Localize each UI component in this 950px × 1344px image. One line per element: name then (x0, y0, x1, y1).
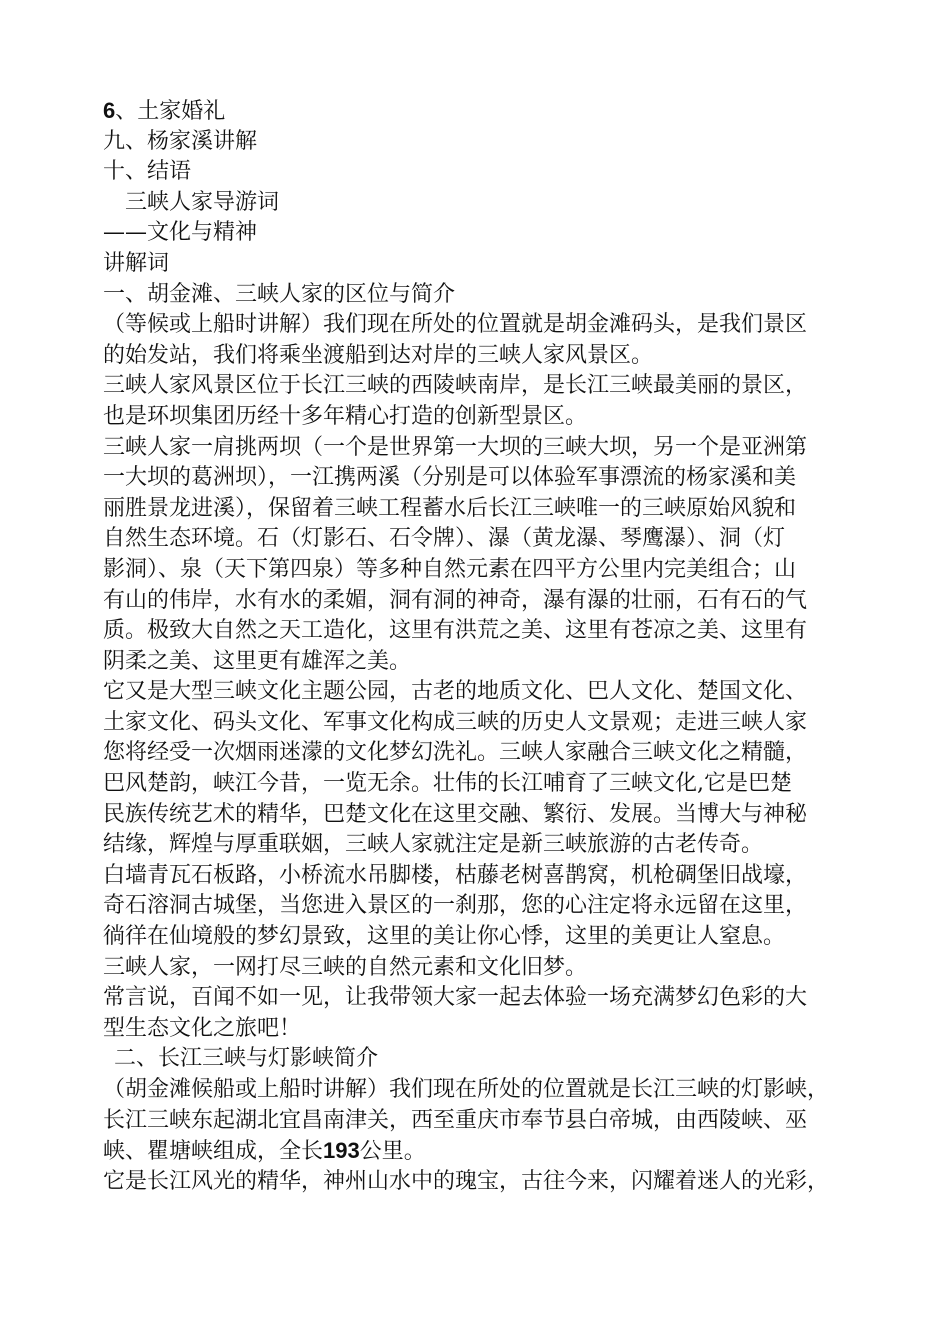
paragraph-line: 三峡人家一肩挑两坝（一个是世界第一大坝的三峡大坝，另一个是亚洲第 (103, 434, 808, 460)
paragraph-line: 也是环坝集团历经十多年精心打造的创新型景区。 (103, 403, 588, 429)
section-1-heading: 一、胡金滩、三峡人家的区位与简介 (103, 281, 456, 307)
toc-item-6-text: 、土家婚礼 (115, 99, 226, 124)
toc-item-6 (103, 96, 863, 127)
paragraph-line: 常言说，百闻不如一见，让我带领大家一起去体验一场充满梦幻色彩的大 (103, 985, 808, 1011)
paragraph-line-with-number (103, 1136, 863, 1167)
paragraph-line: 自然生态环境。石（灯影石、石令牌）、瀑（黄龙瀑、琴鹰瀑）、洞（灯 (103, 526, 786, 552)
paragraph-line: 民族传统艺术的精华，巴楚文化在这里交融、繁衍、发展。当博大与神秘 (103, 801, 808, 827)
paragraph-line: 型生态文化之旅吧！ (103, 1015, 302, 1041)
paragraph-line: 有山的伟岸，水有水的柔媚，洞有洞的神奇，瀑有瀑的壮丽，石有石的气 (103, 587, 808, 613)
toc-item-6-number: 6 (103, 98, 116, 123)
section-label: 讲解词 (103, 250, 170, 276)
length-prefix: 峡、瞿塘峡组成，全长 (103, 1139, 324, 1165)
toc-item-10: 十、结语 (103, 159, 192, 185)
document-title: 三峡人家导游词 (125, 189, 280, 215)
toc-item-9: 九、杨家溪讲解 (103, 128, 258, 154)
paragraph-line: 奇石溶洞古城堡，当您进入景区的一刹那，您的心注定将永远留在这里， (103, 893, 808, 919)
paragraph-line: （等候或上船时讲解）我们现在所处的位置就是胡金滩码头，是我们景区 (103, 312, 808, 338)
paragraph-line: 土家文化、码头文化、军事文化构成三峡的历史人文景观；走进三峡人家 (103, 709, 808, 735)
length-number: 193 (323, 1138, 360, 1164)
paragraph-line: 白墙青瓦石板路，小桥流水吊脚楼，枯藤老树喜鹊窝，机枪碉堡旧战壕， (103, 862, 808, 888)
paragraph-line: 您将经受一次烟雨迷濛的文化梦幻洗礼。三峡人家融合三峡文化之精髓， (103, 740, 808, 766)
paragraph-line: 结缘，辉煌与厚重联姻，三峡人家就注定是新三峡旅游的古老传奇。 (103, 832, 764, 858)
paragraph-line: 影洞）、泉（天下第四泉）等多种自然元素在四平方公里内完美组合；山 (103, 556, 797, 582)
paragraph-line: 的始发站，我们将乘坐渡船到达对岸的三峡人家风景区。 (103, 342, 654, 368)
paragraph-line: 长江三峡东起湖北宜昌南津关，西至重庆市奉节县白帝城，由西陵峡、巫 (103, 1107, 808, 1133)
section-2-heading: 二、长江三峡与灯影峡简介 (114, 1046, 379, 1072)
paragraph-line: 徜徉在仙境般的梦幻景致，这里的美让你心悸，这里的美更让人窒息。 (103, 924, 786, 950)
paragraph-line: 丽胜景龙进溪），保留着三峡工程蓄水后长江三峡唯一的三峡原始风貌和 (103, 495, 797, 521)
paragraph-line: 质。极致大自然之天工造化，这里有洪荒之美、这里有苍凉之美、这里有 (103, 618, 808, 644)
length-suffix: 公里。 (359, 1139, 426, 1165)
document-body (103, 96, 863, 1197)
document-subtitle: ——文化与精神 (103, 220, 258, 246)
paragraph-line: 巴风楚韵，峡江今昔，一览无余。壮伟的长江哺育了三峡文化,它是巴楚 (103, 771, 792, 797)
paragraph-line: 阴柔之美、这里更有雄浑之美。 (103, 648, 412, 674)
paragraph-line: 它又是大型三峡文化主题公园，古老的地质文化、巴人文化、楚国文化、 (103, 679, 808, 705)
paragraph-line: 三峡人家风景区位于长江三峡的西陵峡南岸，是长江三峡最美丽的景区， (103, 373, 808, 399)
paragraph-line: 三峡人家，一网打尽三峡的自然元素和文化旧梦。 (103, 954, 588, 980)
paragraph-line: 一大坝的葛洲坝），一江携两溪（分别是可以体验军事漂流的杨家溪和美 (103, 465, 797, 491)
paragraph-line: （胡金滩候船或上船时讲解）我们现在所处的位置就是长江三峡的灯影峡， (103, 1077, 830, 1102)
paragraph-line: 它是长江风光的精华，神州山水中的瑰宝，古往今来，闪耀着迷人的光彩， (103, 1168, 830, 1194)
